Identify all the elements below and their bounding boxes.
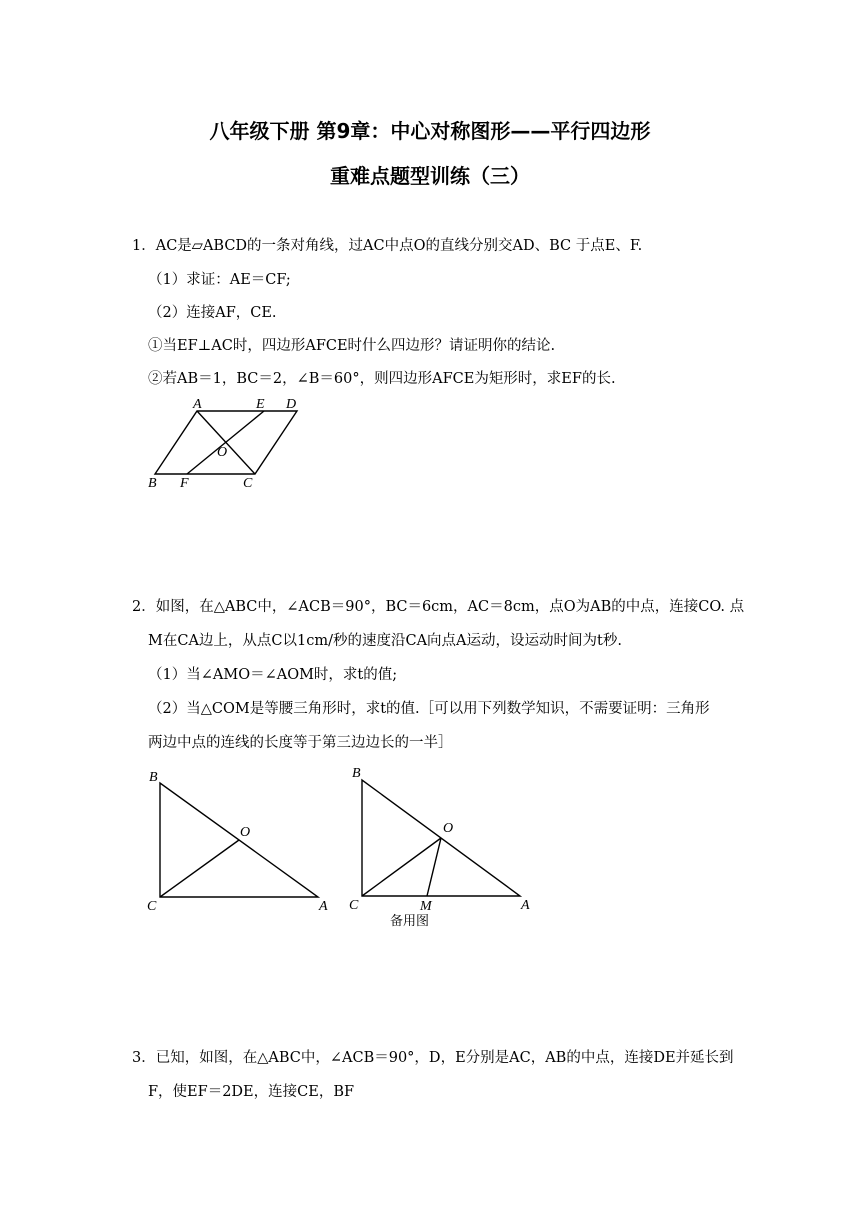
page-subtitle: 重难点题型训练（三）	[330, 164, 530, 188]
label-c: C	[243, 476, 253, 491]
page-title: 八年级下册 第9章：中心对称图形——平行四边形	[209, 119, 651, 143]
q2-stem-line1: 2．如图，在△ABC中，∠ACB＝90°，BC＝6cm，AC＝8cm，点O为AB的中点，连接CO. 点	[132, 599, 745, 615]
label-b: B	[149, 770, 158, 785]
q1-sub1: ①当EF⊥AC时，四边形AFCE时什么四边形？请证明你的结论.	[148, 338, 556, 354]
label-e: E	[256, 397, 265, 412]
q2-part2-line2: 两边中点的连线的长度等于第三边边长的一半］	[148, 735, 453, 751]
line-ef	[187, 411, 264, 474]
label-o: O	[217, 445, 228, 460]
label-o: O	[240, 825, 251, 840]
label-a: A	[193, 397, 202, 412]
label-c: C	[349, 898, 359, 913]
q1-parallelogram-figure	[140, 393, 320, 493]
spare-figure-caption: 备用图	[390, 914, 430, 929]
label-f: F	[180, 476, 189, 491]
q2-part2-line1: （2）当△COM是等腰三角形时，求t的值.［可以用下列数学知识，不需要证明：三角形	[148, 701, 710, 717]
q1-stem: 1．AC是▱ABCD的一条对角线，过AC中点O的直线分别交AD、BC 于点E、F.	[132, 238, 643, 254]
label-b: B	[148, 476, 157, 491]
label-o: O	[443, 821, 454, 836]
label-d: D	[286, 397, 297, 412]
label-b: B	[352, 766, 361, 781]
label-c: C	[147, 899, 157, 914]
q2-part1: （1）当∠AMO＝∠AOM时，求t的值;	[148, 667, 398, 683]
label-a: A	[319, 899, 328, 914]
segment-co	[160, 840, 239, 897]
q3-stem-line1: 3．已知，如图，在△ABC中，∠ACB＝90°，D，E分别是AC，AB的中点，连接DE并延长到	[132, 1050, 734, 1066]
q2-stem-line2: M在CA边上，从点C以1cm/秒的速度沿CA向点A运动，设运动时间为t秒.	[148, 633, 622, 649]
q2-triangle-figure-2	[340, 760, 550, 935]
q1-sub2: ②若AB＝1，BC＝2，∠B＝60°，则四边形AFCE为矩形时，求EF的长.	[148, 371, 616, 387]
q3-stem-line2: F，使EF＝2DE，连接CE，BF	[148, 1084, 355, 1100]
q1-part1: （1）求证：AE＝CF;	[148, 272, 291, 288]
label-m: M	[420, 899, 432, 914]
q1-part2: （2）连接AF，CE.	[148, 305, 277, 321]
label-a: A	[521, 898, 530, 913]
q2-triangle-figure-1	[140, 765, 340, 915]
